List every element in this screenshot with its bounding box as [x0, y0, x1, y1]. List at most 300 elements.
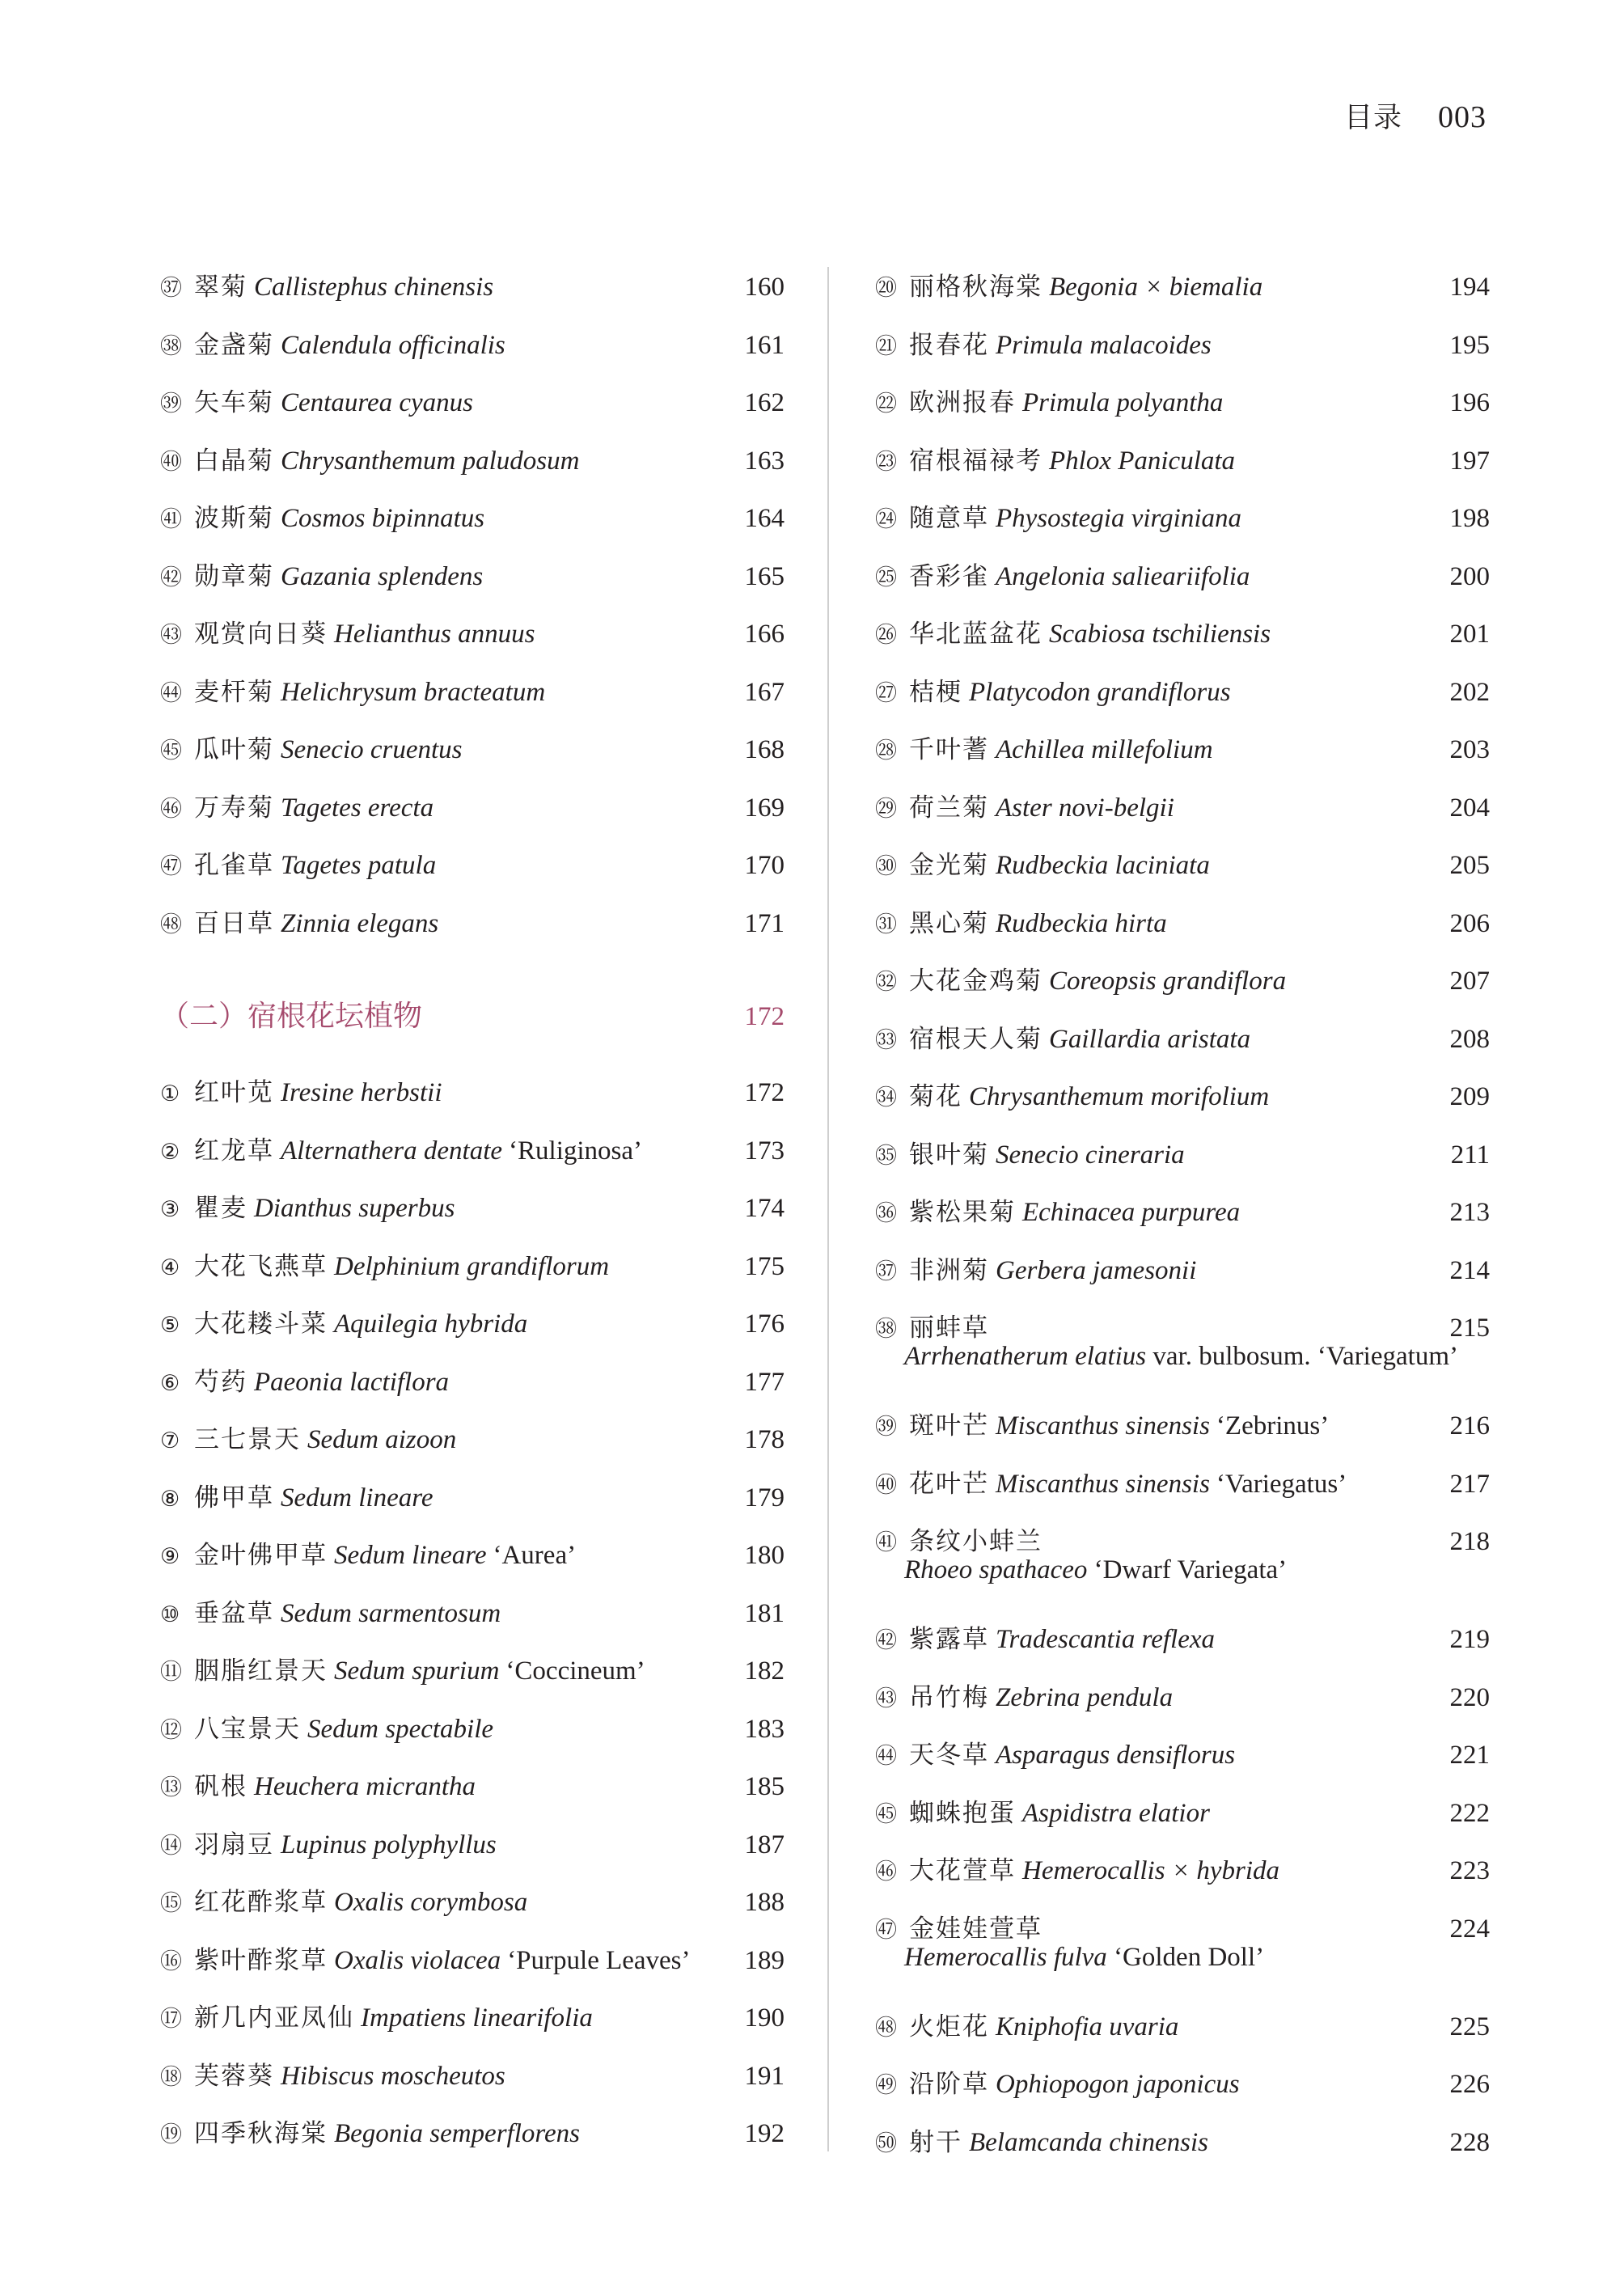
entry-page: 204 [1449, 793, 1490, 823]
entry-number: ⑯ [160, 1948, 182, 1974]
entry-page: 172 [744, 1078, 785, 1107]
entry-latin-suffix: ‘Dwarf Variegata’ [1093, 1555, 1288, 1584]
entry-number: ⑫ [160, 1717, 182, 1743]
toc-entry[interactable] [875, 317, 1490, 375]
entry-chinese-name: 紫露草 [909, 1625, 989, 1654]
entry-number: ㊽ [160, 912, 182, 937]
entry-number: ⑪ [160, 1660, 182, 1685]
entry-chinese-name: 射干 [909, 2127, 962, 2157]
toc-entry[interactable] [875, 780, 1490, 838]
toc-entry[interactable] [160, 1411, 785, 1470]
entry-number: ㉗ [875, 680, 897, 706]
entry-number: ㊲ [875, 1259, 897, 1284]
entry-page: 214 [1449, 1255, 1490, 1285]
entry-page: 181 [744, 1598, 785, 1628]
entry-page: 205 [1449, 851, 1490, 880]
toc-entry[interactable] [160, 1585, 785, 1644]
entry-page: 208 [1449, 1024, 1490, 1054]
entry-page: 192 [744, 2119, 785, 2148]
toc-entry[interactable] [160, 1238, 785, 1297]
entry-latin-name: Sedum spectabile [307, 1714, 494, 1744]
entry-chinese-name: 麦杆菊 [194, 677, 274, 707]
entry-number: ㊴ [160, 391, 182, 417]
entry-number: ㉘ [875, 738, 897, 764]
entry-chinese-name: 胭脂红景天 [194, 1656, 328, 1686]
entry-page: 196 [1449, 388, 1490, 417]
entry-chinese-name: 瓜叶菊 [194, 735, 274, 764]
entry-page: 202 [1449, 677, 1490, 707]
entry-cultivar: ‘Coccineum’ [505, 1656, 645, 1686]
toc-entry[interactable] [875, 2114, 1490, 2172]
entry-chinese-name: 孔雀草 [194, 851, 274, 880]
entry-number: ㊵ [160, 449, 182, 475]
entry-chinese-name: 宿根天人菊 [909, 1024, 1042, 1054]
entry-number: ⑳ [875, 276, 897, 301]
entry-latin-name: Belamcanda chinensis [969, 2127, 1209, 2157]
entry-page: 161 [744, 330, 785, 360]
entry-latin-name: Aster novi-belgii [996, 793, 1174, 823]
toc-entry[interactable] [160, 1643, 785, 1701]
entry-chinese-name: 波斯菊 [194, 504, 274, 533]
entry-chinese-name: 丽蚌草 [909, 1314, 989, 1343]
entry-number: ㊹ [160, 680, 182, 706]
toc-entry[interactable] [875, 1727, 1490, 1785]
entry-chinese-name: 矢车菊 [194, 388, 274, 417]
toc-entry[interactable] [875, 374, 1490, 433]
toc-entry[interactable] [160, 1354, 785, 1412]
entry-chinese-name: 火炬花 [909, 2012, 989, 2041]
entry-chinese-name: 紫松果菊 [909, 1198, 1016, 1227]
entry-number: ⑦ [160, 1428, 180, 1453]
toc-entry[interactable] [875, 1011, 1490, 1069]
entry-latin-name: Sedum lineare [281, 1483, 433, 1512]
entry-latin-name: Cosmos bipinnatus [281, 504, 485, 533]
entry-page: 224 [1449, 1914, 1490, 1944]
entry-page: 189 [744, 1945, 785, 1975]
entry-page: 180 [744, 1541, 785, 1570]
entry-chinese-name: 大花金鸡菊 [909, 967, 1042, 996]
entry-number: ⑰ [160, 2007, 182, 2032]
entry-number: ㊿ [875, 2130, 897, 2156]
entry-latin-name: Miscanthus sinensis [996, 1469, 1210, 1499]
entry-chinese-name: 四季秋海棠 [194, 2119, 328, 2148]
entry-chinese-name: 金盏菊 [194, 330, 274, 360]
entry-number: ㊾ [875, 2073, 897, 2098]
entry-page: 201 [1449, 620, 1490, 649]
entry-cultivar: ‘Purpule Leaves’ [507, 1945, 691, 1975]
entry-latin-name: Chrysanthemum morifolium [969, 1082, 1270, 1111]
entry-page: 173 [744, 1136, 785, 1166]
toc-entry[interactable] [875, 1513, 1490, 1611]
entry-number: ㉝ [875, 1027, 897, 1053]
toc-entry[interactable] [160, 433, 785, 491]
entry-latin-name: Gaillardia aristata [1049, 1024, 1251, 1054]
toc-entry[interactable] [160, 1701, 785, 1759]
entry-page: 164 [744, 504, 785, 533]
entry-latin-name: Rhoeo spathaceo [904, 1555, 1088, 1584]
entry-page: 171 [744, 908, 785, 938]
entry-chinese-name: 桔梗 [909, 677, 962, 707]
entry-page: 176 [744, 1309, 785, 1339]
entry-number: ⑧ [160, 1486, 180, 1512]
toc-entry[interactable] [160, 259, 785, 317]
entry-chinese-name: 百日草 [194, 908, 274, 938]
entry-number: ⑤ [160, 1313, 180, 1338]
entry-number: ① [160, 1081, 180, 1106]
entry-latin-line [904, 1342, 1458, 1371]
entry-cultivar: ‘Ruliginosa’ [509, 1136, 643, 1166]
section-heading[interactable] [160, 969, 785, 1064]
entry-latin-name: Sedum aizoon [307, 1425, 457, 1454]
entry-number: ⑨ [160, 1544, 180, 1569]
entry-number: ㉚ [875, 854, 897, 879]
entry-latin-name: Centaurea cyanus [281, 388, 473, 417]
entry-latin-name: Hemerocallis × hybrida [1022, 1856, 1279, 1885]
entry-number: ㉔ [875, 507, 897, 532]
entry-number: ⑭ [160, 1833, 182, 1859]
toc-entry[interactable] [160, 2105, 785, 2164]
page-number: 003 [1438, 100, 1487, 134]
entry-latin-name: Miscanthus sinensis [996, 1411, 1210, 1441]
entry-page: 198 [1449, 504, 1490, 533]
entry-number: ㊺ [160, 738, 182, 764]
entry-latin-name: Echinacea purpurea [1022, 1198, 1241, 1227]
entry-latin-name: Senecio cruentus [281, 735, 463, 764]
toc-entry[interactable] [160, 1817, 785, 1875]
toc-entry[interactable] [160, 1874, 785, 1932]
section-spacer [160, 953, 785, 969]
entry-number: ④ [160, 1254, 180, 1280]
toc-entry[interactable] [875, 1184, 1490, 1242]
entry-page: 221 [1449, 1741, 1490, 1770]
entry-number: ㉒ [875, 391, 897, 417]
entry-number: ⑮ [160, 1891, 182, 1916]
toc-entry[interactable] [875, 433, 1490, 491]
entry-chinese-name: 斑叶芒 [909, 1411, 989, 1441]
toc-entry[interactable] [160, 1932, 785, 1991]
entry-chinese-name: 八宝景天 [194, 1714, 301, 1744]
entry-number: ⑬ [160, 1775, 182, 1800]
entry-latin-name: Platycodon grandiflorus [969, 677, 1231, 707]
toc-list-left-bottom [160, 1064, 785, 2164]
toc-entry[interactable] [160, 317, 785, 375]
entry-latin-name: Tagetes patula [281, 851, 437, 880]
toc-list-right [875, 259, 1490, 2172]
toc-entry[interactable] [160, 1296, 785, 1354]
entry-latin-name: Arrhenatherum elatius [904, 1342, 1147, 1371]
entry-latin-name: Oxalis corymbosa [334, 1888, 528, 1917]
entry-latin-line [904, 1943, 1264, 1972]
toc-entry[interactable] [875, 1611, 1490, 1669]
entry-latin-name: Coreopsis grandiflora [1049, 967, 1287, 996]
entry-latin-name: Physostegia virginiana [996, 504, 1241, 533]
entry-number: ㊸ [160, 623, 182, 648]
entry-latin-name: Senecio cineraria [996, 1140, 1185, 1170]
entry-chinese-name: 新几内亚凤仙 [194, 2003, 354, 2033]
entry-chinese-name: 黑心菊 [909, 908, 989, 938]
entry-chinese-name: 翠菊 [194, 273, 247, 302]
entry-number: ㉖ [875, 623, 897, 648]
entry-chinese-name: 垂盆草 [194, 1598, 274, 1628]
entry-latin-name: Paeonia lactiflora [254, 1367, 450, 1397]
toc-entry[interactable] [875, 1785, 1490, 1843]
toc-entry[interactable] [160, 664, 785, 722]
toc-entry[interactable] [160, 548, 785, 607]
entry-page: 203 [1449, 735, 1490, 764]
entry-number: ② [160, 1139, 180, 1165]
entry-latin-name: Alternathera dentate [281, 1136, 503, 1166]
entry-page: 178 [744, 1425, 785, 1454]
entry-latin-name: Tagetes erecta [281, 793, 434, 823]
entry-chinese-name: 金叶佛甲草 [194, 1541, 328, 1570]
entry-page: 165 [744, 561, 785, 591]
entry-number: ㉙ [875, 796, 897, 822]
entry-page: 167 [744, 677, 785, 707]
entry-chinese-name: 千叶蓍 [909, 735, 989, 764]
entry-latin-name: Angelonia salieariifolia [996, 561, 1250, 591]
entry-chinese-name: 紫叶酢浆草 [194, 1945, 328, 1975]
toc-left-column [160, 259, 785, 2164]
entry-latin-name: Rudbeckia laciniata [996, 851, 1210, 880]
entry-latin-name: Begonia × biemalia [1049, 273, 1263, 302]
toc-entry[interactable] [160, 1180, 785, 1238]
toc-entry[interactable] [875, 490, 1490, 548]
entry-number: ㉞ [875, 1085, 897, 1111]
entry-latin-name: Phlox Paniculata [1049, 446, 1236, 476]
entry-latin-name: Kniphofia uvaria [996, 2012, 1179, 2041]
entry-latin-name: Zinnia elegans [281, 908, 439, 938]
entry-latin-name: Aquilegia hybrida [334, 1309, 528, 1339]
entry-page: 188 [744, 1888, 785, 1917]
toc-entry[interactable] [875, 721, 1490, 780]
entry-page: 225 [1449, 2012, 1490, 2041]
entry-chinese-name: 瞿麦 [194, 1194, 247, 1223]
toc-entry[interactable] [875, 895, 1490, 954]
entry-number: ㉜ [875, 970, 897, 995]
toc-entry[interactable] [160, 780, 785, 838]
entry-latin-name: Tradescantia reflexa [996, 1625, 1215, 1654]
entry-chinese-name: 非洲菊 [909, 1255, 989, 1285]
entry-number: ③ [160, 1197, 180, 1222]
entry-number: ㊷ [875, 1628, 897, 1653]
entry-page: 219 [1449, 1625, 1490, 1654]
entry-latin-name: Sedum lineare [334, 1541, 487, 1570]
toc-entry[interactable] [160, 1990, 785, 2048]
entry-chinese-name: 勋章菊 [194, 561, 274, 591]
entry-latin-name: Asparagus densiflorus [996, 1741, 1236, 1770]
entry-page: 215 [1449, 1314, 1490, 1343]
entry-number: ㊺ [875, 1801, 897, 1827]
entry-chinese-name: 白晶菊 [194, 446, 274, 476]
header-title: 目录 [1343, 102, 1402, 134]
entry-number: ㊲ [160, 276, 182, 301]
entry-latin-name: Zebrina pendula [996, 1682, 1174, 1712]
entry-page: 226 [1449, 2070, 1490, 2099]
entry-page: 200 [1449, 561, 1490, 591]
entry-chinese-name: 芍药 [194, 1367, 247, 1397]
entry-page: 182 [744, 1656, 785, 1686]
entry-chinese-name: 花叶芒 [909, 1469, 989, 1499]
entry-number: ㊸ [875, 1686, 897, 1711]
toc-entry[interactable] [160, 1758, 785, 1817]
entry-latin-suffix: var. bulbosum. ‘Variegatum’ [1152, 1342, 1458, 1371]
section-title: （二）宿根花坛植物 [160, 1000, 423, 1033]
toc-entry[interactable] [875, 1242, 1490, 1301]
entry-chinese-name: 大花飞燕草 [194, 1251, 328, 1281]
toc-entry[interactable] [875, 1300, 1490, 1398]
entry-page: 223 [1449, 1856, 1490, 1885]
entry-page: 163 [744, 446, 785, 476]
entry-latin-name: Delphinium grandiflorum [334, 1251, 610, 1281]
entry-latin-name: Gazania splendens [281, 561, 484, 591]
toc-entry[interactable] [160, 490, 785, 548]
entry-number: ㊻ [160, 796, 182, 822]
entry-latin-name: Rudbeckia hirta [996, 908, 1167, 938]
entry-latin-name: Dianthus superbus [254, 1194, 455, 1223]
entry-latin-name: Impatiens linearifolia [361, 2003, 593, 2033]
toc-entry[interactable] [160, 2048, 785, 2106]
toc-entry[interactable] [875, 259, 1490, 317]
entry-number: ㊶ [160, 507, 182, 532]
entry-page: 187 [744, 1830, 785, 1859]
entry-chinese-name: 红龙草 [194, 1136, 274, 1166]
toc-entry[interactable] [160, 1527, 785, 1585]
toc-entry[interactable] [875, 2056, 1490, 2114]
entry-latin-suffix: ‘Golden Doll’ [1114, 1942, 1265, 1972]
toc-entry[interactable] [875, 1127, 1490, 1185]
entry-chinese-name: 天冬草 [909, 1741, 989, 1770]
entry-number: ⑩ [160, 1601, 180, 1627]
entry-page: 213 [1449, 1198, 1490, 1227]
column-divider [827, 267, 829, 2151]
entry-number: ⑱ [160, 2064, 182, 2090]
entry-number: ⑲ [160, 2122, 182, 2147]
entry-page: 160 [744, 273, 785, 302]
entry-number: ㊼ [160, 854, 182, 879]
entry-number: ㊱ [875, 1201, 897, 1226]
toc-entry[interactable] [875, 1842, 1490, 1901]
entry-latin-name: Helichrysum bracteatum [281, 677, 546, 707]
entry-number: ㉓ [875, 449, 897, 475]
entry-latin-name: Oxalis violacea [334, 1945, 501, 1975]
entry-page: 191 [744, 2061, 785, 2091]
toc-entry[interactable] [875, 606, 1490, 664]
entry-chinese-name: 华北蓝盆花 [909, 620, 1042, 649]
toc-entry[interactable] [875, 1669, 1490, 1728]
entry-chinese-name: 丽格秋海棠 [909, 273, 1042, 302]
entry-latin-name: Chrysanthemum paludosum [281, 446, 580, 476]
toc-entry[interactable] [875, 837, 1490, 895]
entry-page: 168 [744, 735, 785, 764]
entry-page: 194 [1449, 273, 1490, 302]
entry-page: 218 [1449, 1527, 1490, 1556]
entry-latin-name: Ophiopogon japonicus [996, 2070, 1240, 2099]
toc-entry[interactable] [875, 1999, 1490, 2057]
entry-chinese-name: 矾根 [194, 1772, 247, 1801]
entry-latin-name: Iresine herbstii [281, 1078, 442, 1107]
toc-entry[interactable] [160, 721, 785, 780]
entry-chinese-name: 三七景天 [194, 1425, 301, 1454]
toc-entry[interactable] [160, 895, 785, 954]
entry-number: ㊴ [875, 1415, 897, 1440]
running-head [1344, 95, 1487, 136]
entry-page: 195 [1449, 330, 1490, 360]
entry-page: 190 [744, 2003, 785, 2033]
section-page: 172 [744, 1002, 785, 1031]
entry-chinese-name: 红花酢浆草 [194, 1888, 328, 1917]
toc-entry[interactable] [875, 1398, 1490, 1456]
entry-number: ㊹ [875, 1744, 897, 1769]
entry-latin-name: Achillea millefolium [996, 735, 1213, 764]
entry-latin-name: Heuchera micrantha [254, 1772, 476, 1801]
entry-page: 206 [1449, 908, 1490, 938]
entry-chinese-name: 大花耧斗菜 [194, 1309, 328, 1339]
entry-number: ㊼ [875, 1917, 897, 1943]
entry-latin-name: Primula malacoides [996, 330, 1212, 360]
entry-number: ㊵ [875, 1472, 897, 1498]
toc-entry[interactable] [160, 1064, 785, 1123]
entry-cultivar: ‘Aurea’ [493, 1541, 577, 1570]
entry-latin-name: Sedum spurium [334, 1656, 500, 1686]
entry-chinese-name: 金娃娃萱草 [909, 1914, 1042, 1944]
entry-page: 211 [1450, 1140, 1490, 1170]
entry-chinese-name: 条纹小蚌兰 [909, 1527, 1042, 1556]
entry-latin-name: Gerbera jamesonii [996, 1255, 1197, 1285]
entry-chinese-name: 金光菊 [909, 851, 989, 880]
toc-entry[interactable] [875, 953, 1490, 1011]
entry-page: 179 [744, 1483, 785, 1512]
toc-entry[interactable] [875, 548, 1490, 607]
entry-chinese-name: 沿阶草 [909, 2070, 989, 2099]
entry-page: 209 [1449, 1082, 1490, 1111]
toc-entry[interactable] [160, 606, 785, 664]
entry-number: ㊽ [875, 2015, 897, 2041]
entry-latin-name: Begonia semperflorens [334, 2119, 580, 2148]
entry-page: 162 [744, 388, 785, 417]
toc-entry[interactable] [875, 1456, 1490, 1514]
entry-chinese-name: 佛甲草 [194, 1483, 274, 1512]
entry-chinese-name: 菊花 [909, 1082, 962, 1111]
toc-entry[interactable] [160, 1123, 785, 1181]
entry-page: 170 [744, 851, 785, 880]
entry-latin-name: Scabiosa tschiliensis [1049, 620, 1271, 649]
entry-page: 216 [1449, 1411, 1490, 1441]
entry-latin-line [904, 1555, 1287, 1584]
entry-number: ㊶ [875, 1530, 897, 1555]
entry-number: ㉕ [875, 565, 897, 590]
entry-page: 175 [744, 1251, 785, 1281]
entry-chinese-name: 观赏向日葵 [194, 620, 328, 649]
entry-chinese-name: 蜘蛛抱蛋 [909, 1798, 1016, 1828]
entry-chinese-name: 芙蓉葵 [194, 2061, 274, 2091]
entry-latin-name: Calendula officinalis [281, 330, 505, 360]
entry-page: 228 [1449, 2127, 1490, 2157]
entry-number: ㊳ [160, 333, 182, 359]
toc-entry[interactable] [875, 664, 1490, 722]
toc-entry[interactable] [160, 1470, 785, 1528]
entry-number: ⑥ [160, 1370, 180, 1396]
entry-page: 174 [744, 1194, 785, 1223]
toc-entry[interactable] [160, 374, 785, 433]
entry-chinese-name: 荷兰菊 [909, 793, 989, 823]
toc-entry[interactable] [160, 837, 785, 895]
toc-entry[interactable] [875, 1901, 1490, 1999]
toc-entry[interactable] [875, 1068, 1490, 1127]
entry-number: ㊻ [875, 1859, 897, 1885]
entry-number: ㊳ [875, 1317, 897, 1342]
entry-chinese-name: 欧洲报春 [909, 388, 1016, 417]
entry-page: 217 [1449, 1469, 1490, 1499]
